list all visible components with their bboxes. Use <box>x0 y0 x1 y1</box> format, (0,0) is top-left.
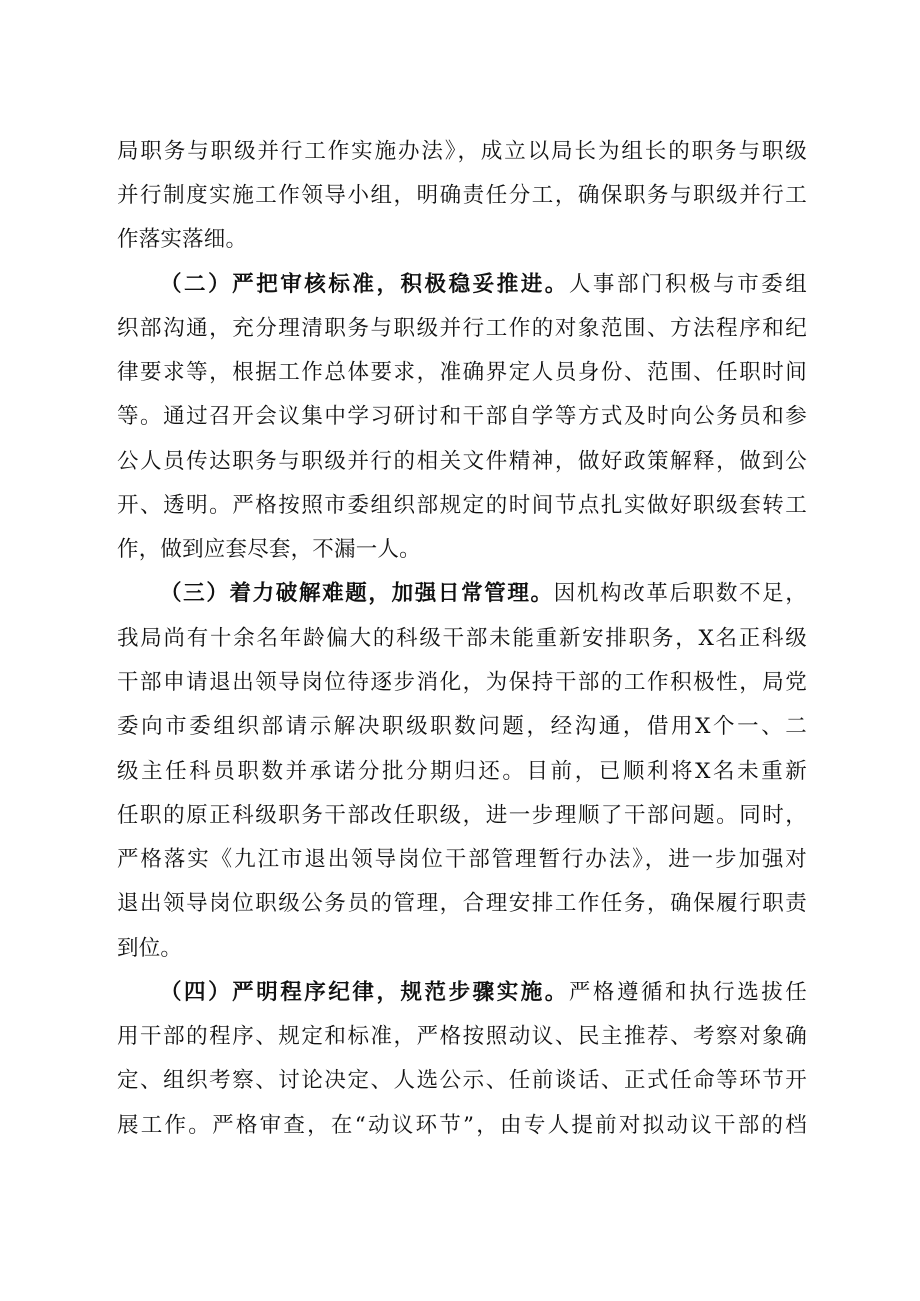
text-line: 展工作。严格审查，在“动议环节”，由专人提前对拟动议干部的档 <box>117 1113 807 1138</box>
text-line: 干部申请退出领导岗位待逐步消化，为保持干部的工作积极性，局党 <box>117 670 807 695</box>
section-text: 严格遵循和执行选拔任 <box>568 980 807 1005</box>
text-line: 退出领导岗位职级公务员的管理，合理安排工作任务，确保履行职责 <box>117 891 807 916</box>
text-line: 作，做到应套尽套，不漏一人。 <box>117 537 421 562</box>
text-line: 并行制度实施工作领导小组，明确责任分工，确保职务与职级并行工 <box>117 183 807 208</box>
section-text: 因机构改革后职数不足， <box>553 581 808 606</box>
text-line: 级主任科员职数并承诺分批分期归还。目前，已顺利将X名未重新 <box>117 759 807 784</box>
text-line: 织部沟通，充分理清职务与职级并行工作的对象范围、方法程序和纪 <box>117 316 807 341</box>
text-line: 定、组织考察、讨论决定、人选公示、任前谈话、正式任命等环节开 <box>117 1068 807 1093</box>
text-line: 作落实落细。 <box>117 227 248 252</box>
text-line: 公人员传达职务与职级并行的相关文件精神，做好政策解释，做到公 <box>117 449 807 474</box>
text-line: 我局尚有十余名年龄偏大的科级干部未能重新安排职务，X名正科级 <box>117 626 807 651</box>
text-line: 委向市委组织部请示解决职级职数问题，经沟通，借用X个一、二 <box>117 714 807 739</box>
section-text: 人事部门积极与市委组 <box>568 272 807 297</box>
section-first-line <box>160 579 807 609</box>
text-line: 开、透明。严格按照市委组织部规定的时间节点扎实做好职级套转工 <box>117 493 807 518</box>
section-heading: （三）着力破解难题，加强日常管理。 <box>160 581 554 606</box>
text-line: 用干部的程序、规定和标准，严格按照动议、民主推荐、考察对象确 <box>117 1024 807 1049</box>
section-first-line <box>160 978 807 1008</box>
section-heading: （四）严明程序纪律，规范步骤实施。 <box>160 980 569 1005</box>
section-first-line <box>160 270 807 300</box>
text-line: 任职的原正科级职务干部改任职级，进一步理顺了干部问题。同时， <box>117 803 807 828</box>
text-line: 局职务与职级并行工作实施办法》，成立以局长为组长的职务与职级 <box>117 139 807 164</box>
text-line: 律要求等，根据工作总体要求，准确界定人员身份、范围、任职时间 <box>117 360 807 385</box>
text-line: 严格落实《九江市退出领导岗位干部管理暂行办法》，进一步加强对 <box>117 847 807 872</box>
section-heading: （二）严把审核标准，积极稳妥推进。 <box>160 272 569 297</box>
text-line: 等。通过召开会议集中学习研讨和干部自学等方式及时向公务员和参 <box>117 404 807 429</box>
text-line: 到位。 <box>117 936 183 961</box>
